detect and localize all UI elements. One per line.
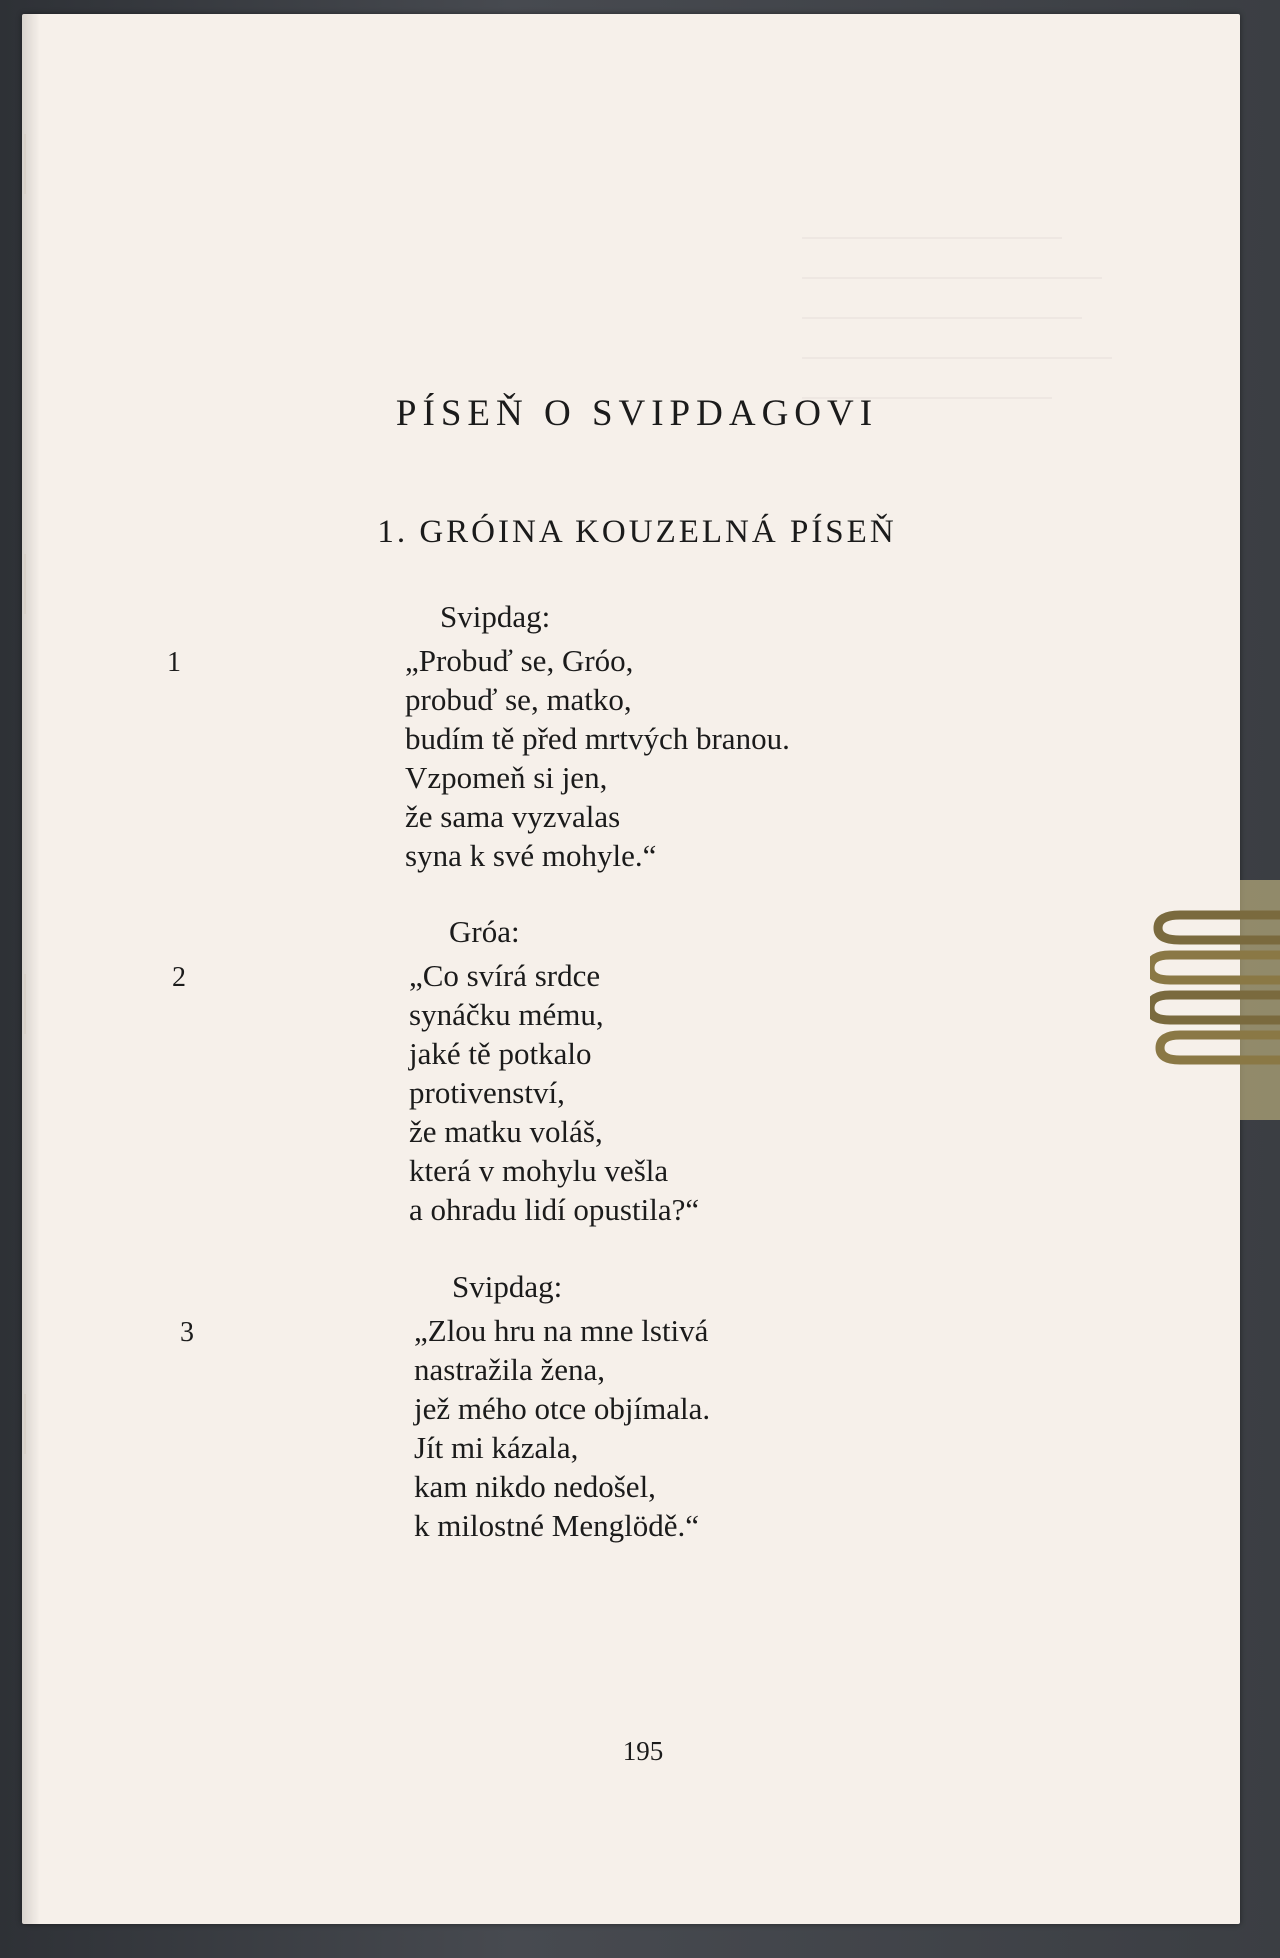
stanza-lines <box>414 1311 710 1545</box>
verse-line: že sama vyzvalas <box>405 799 621 834</box>
page-number: 195 <box>622 1736 664 1766</box>
verse-line: „Zlou hru na mne lstivá <box>414 1313 709 1348</box>
stanza-number: 3 <box>180 1317 194 1348</box>
spine-shadow <box>22 14 40 1924</box>
verse-line: budím tě před mrtvých branou. <box>405 721 790 756</box>
verse-line: jaké tě potkalo <box>409 1036 592 1071</box>
section-title: 1. GRÓINA KOUZELNÁ PÍSEŇ <box>377 514 897 550</box>
show-through-texture <box>802 199 1162 399</box>
binding-stitch <box>24 974 26 1034</box>
binding-stitch <box>24 134 26 194</box>
verse-line: Vzpomeň si jen, <box>405 760 608 795</box>
verse-line: kam nikdo nedošel, <box>414 1469 656 1504</box>
speaker-label: Svipdag: <box>452 1269 563 1304</box>
verse-line: synáčku mému, <box>409 997 604 1032</box>
book-page <box>22 14 1240 1924</box>
stanza-number: 1 <box>167 647 181 678</box>
verse-line: Jít mi kázala, <box>414 1430 579 1465</box>
verse-line: protivenství, <box>409 1075 565 1110</box>
verse-line: a ohradu lidí opustila?“ <box>409 1192 700 1227</box>
verse-line: syna k své mohyle.“ <box>405 838 657 873</box>
verse-line: že matku voláš, <box>409 1114 603 1149</box>
verse-line: jež mého otce objímala. <box>414 1391 711 1426</box>
poem-title: PÍSEŇ O SVIPDAGOVI <box>395 393 879 434</box>
stanza-lines <box>409 956 699 1229</box>
speaker-label: Svipdag: <box>440 599 551 634</box>
verse-line: probuď se, matko, <box>405 682 632 717</box>
verse-line: nastražila žena, <box>414 1352 606 1387</box>
stanza-number: 2 <box>172 962 186 993</box>
stanza-lines <box>405 641 790 875</box>
page-clip-icon <box>1150 880 1280 1120</box>
verse-line: „Co svírá srdce <box>409 958 601 993</box>
verse-line: která v mohylu vešla <box>409 1153 669 1188</box>
speaker-label: Gróa: <box>449 914 520 949</box>
verse-line: k milostné Menglödě.“ <box>414 1508 699 1543</box>
binding-stitch <box>24 554 26 614</box>
verse-line: „Probuď se, Gróo, <box>405 643 634 678</box>
binding-stitch <box>24 1394 26 1454</box>
